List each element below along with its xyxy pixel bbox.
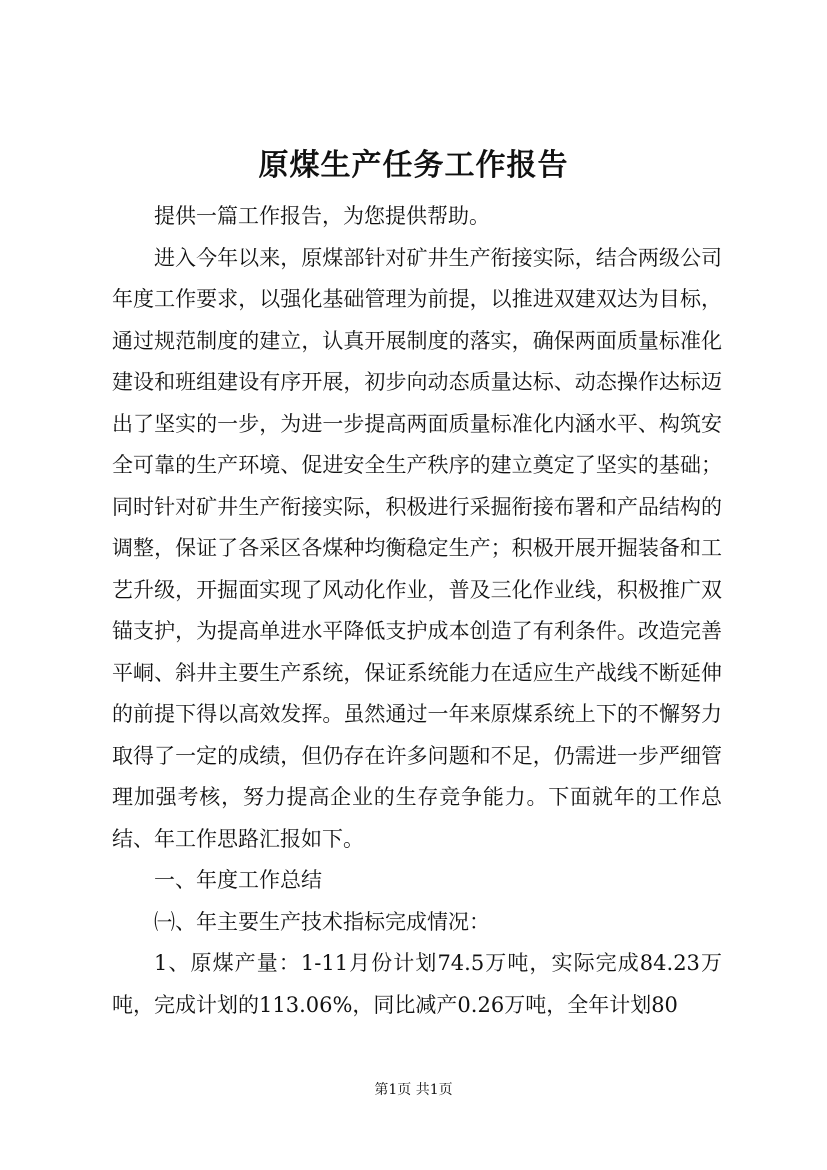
page-footer: 第1页 共1页 — [374, 1082, 453, 1098]
paragraph-output: 1、原煤产量：1-11月份计划74.5万吨，实际完成84.23万吨，完成计划的113.06%，同比减产0.26万吨，全年计划80 — [112, 951, 722, 1017]
paragraph-intro: 提供一篇工作报告，为您提供帮助。 — [154, 204, 490, 228]
document-title: 原煤生产任务工作报告 — [258, 148, 569, 183]
document-body — [112, 196, 722, 1026]
section-heading: 一、年度工作总结 — [154, 868, 322, 892]
paragraph-main: 进入今年以来，原煤部针对矿井生产衔接实际，结合两级公司年度工作要求，以强化基础管理为前提，以推进双建双达为目标，通过规范制度的建立，认真开展制度的落实，确保两面质量标准化建设和班组建设有序开展，初步向动态质量达标、动态操作达标迈出了坚实的一步，为进一步提高两面质量标准化内涵水平、构筑安全可靠的生产环境、促进安全生产秩序的建立奠定了坚实的基础；同时针对矿井生产衔接实际，积极进行采掘衔接布署和产品结构的调整，保证了各采区各煤种均衡稳定生产；积极开展开掘装备和工艺升级，开掘面实现了风动化作业，普及三化作业线，积极推广双锚支护，为提高单进水平降低支护成本创造了有利条件。改造完善平峒、斜井主要生产系统，保证系统能力在适应生产战线不断延伸的前提下得以高效发挥。虽然通过一年来原煤系统上下的不懈努力取得了一定的成绩，但仍存在许多问题和不足，仍需进一步严细管理加强考核，努力提高企业的生存竞争能力。下面就年的工作总结、年工作思路汇报如下。 — [112, 245, 722, 851]
subsection-heading: ㈠、年主要生产技术指标完成情况： — [154, 909, 490, 934]
